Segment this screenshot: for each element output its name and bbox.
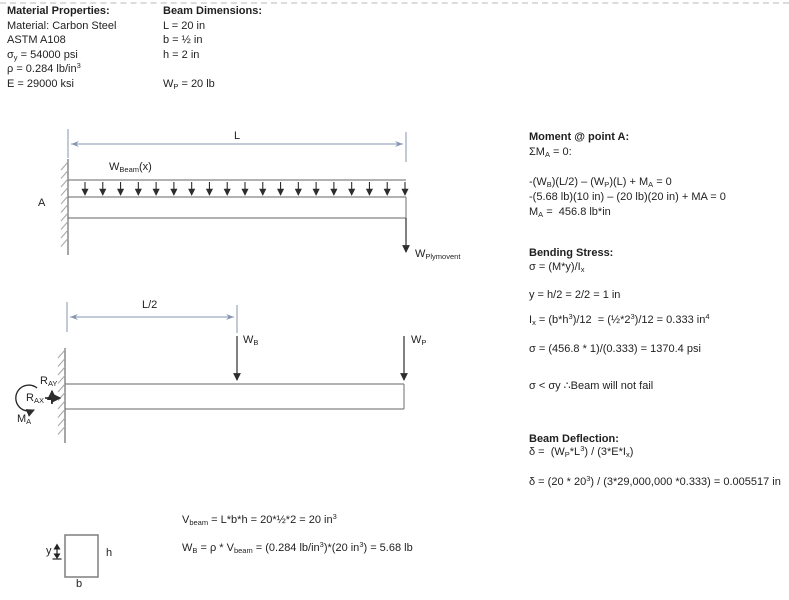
reaction-y-label: $R_{AY}$ [40, 375, 58, 388]
material-line: E = 29000 ksi [7, 77, 74, 90]
beam-dimensions-title: Beam Dimensions: [163, 5, 263, 17]
bending-inertia-calc: $I_x = (b*h^3)/12$ = $(\frac{1}{2}*2^3)/12 = 0.333$ $in^4$ [529, 312, 710, 327]
point-load-label: $W_P$ [411, 334, 427, 347]
plymovent-load-label: $W_{Plymovent}$ [415, 248, 461, 261]
weight-equation: $W_B = \rho * V_{beam} = (0.284$ $lb/in^3)*(20$ $in^3) = 5.68$ lb [182, 540, 413, 555]
cross-section-b-label: b [76, 578, 83, 590]
material-line: ASTM A108 [7, 34, 66, 47]
fbd-distributed-load [61, 129, 406, 255]
material-line: ρ = 0.284 $lb/in^3$ [7, 61, 81, 76]
y-axis-up-arrowhead [54, 544, 61, 550]
material-line: Material: Carbon Steel [7, 19, 117, 32]
material-properties-title: Material Properties: [7, 5, 110, 17]
y-axis-icon [53, 548, 62, 559]
moment-section-title: Moment @ point A: [529, 131, 630, 143]
material-properties-block [7, 4, 116, 92]
beam-weight-label: $W_B$ [243, 334, 259, 347]
bending-conclusion: σ < σy ∴Beam will not fail [529, 380, 654, 392]
bending-y-calc: y = h/2 = 2/2 = 1 in [529, 289, 621, 301]
moment-result: $M_A = 456.8$ lb*in [529, 206, 611, 219]
page-top-dashed-border [0, 2, 789, 4]
half-length-dimension-label: L/2 [142, 299, 158, 311]
reaction-x-label: $R_{AX}$ [26, 392, 44, 405]
wall-hatching [61, 162, 68, 247]
moment-sum-equation: $\Sigma M_A = 0$: [529, 146, 572, 159]
beam-outline [68, 180, 406, 218]
length-dimension-label: L [234, 130, 241, 142]
fbd-point-loads [16, 302, 404, 443]
wall-hatching [58, 350, 65, 435]
beam-outline [65, 384, 404, 409]
dimension-line-text [163, 62, 262, 77]
distributed-load-arrows [85, 182, 405, 195]
dimension-line-text: h = 2 in [163, 48, 200, 61]
cross-section-sketch [53, 535, 99, 577]
dimension-line-text: b = ½ in [163, 34, 203, 47]
bending-formula: $\sigma = (M*y)/I_x$ [529, 261, 585, 274]
bending-section-title: Bending Stress: [529, 247, 614, 259]
deflection-result: $\delta = (20 * 20^3) / (3*29,000,000$ *0.333) = 0.005517 in [529, 474, 781, 488]
dimension-line-text: L = 20 in [163, 19, 206, 32]
support-point-label: A [38, 197, 46, 209]
distributed-load-label: $W_{Beam}(x)$ [109, 161, 152, 174]
bending-stress-result: σ = (456.8 * 1)/(0.333) = 1370.4 psi [529, 343, 701, 355]
dimension-line-text: $W_P = 20$ lb [163, 77, 215, 91]
deflection-formula: $\delta = (W_P*L^3) / (3*E*I_x)$ [529, 444, 634, 459]
y-axis-down-arrowhead [54, 554, 61, 560]
cross-section-h-label: h [106, 547, 113, 559]
volume-equation: $V_{beam} = L*b*h$ = 20*½*2 = 20 $in^3$ [182, 512, 337, 527]
beam-dimensions-block [163, 4, 262, 92]
moment-equation-numeric: -(5.68 lb)(10 in) – (20 lb)(20 in) + MA = 0 [529, 191, 726, 203]
deflection-section-title: Beam Deflection: [529, 433, 619, 445]
moment-equation-symbolic: $-(W_B)(L/2) - (W_P)(L) + M_A = 0$ [529, 176, 672, 189]
cross-section-y-label: y [46, 545, 52, 557]
material-line: $\sigma_y = 54000$ psi [7, 48, 78, 62]
moment-label: $M_A$ [17, 413, 32, 426]
